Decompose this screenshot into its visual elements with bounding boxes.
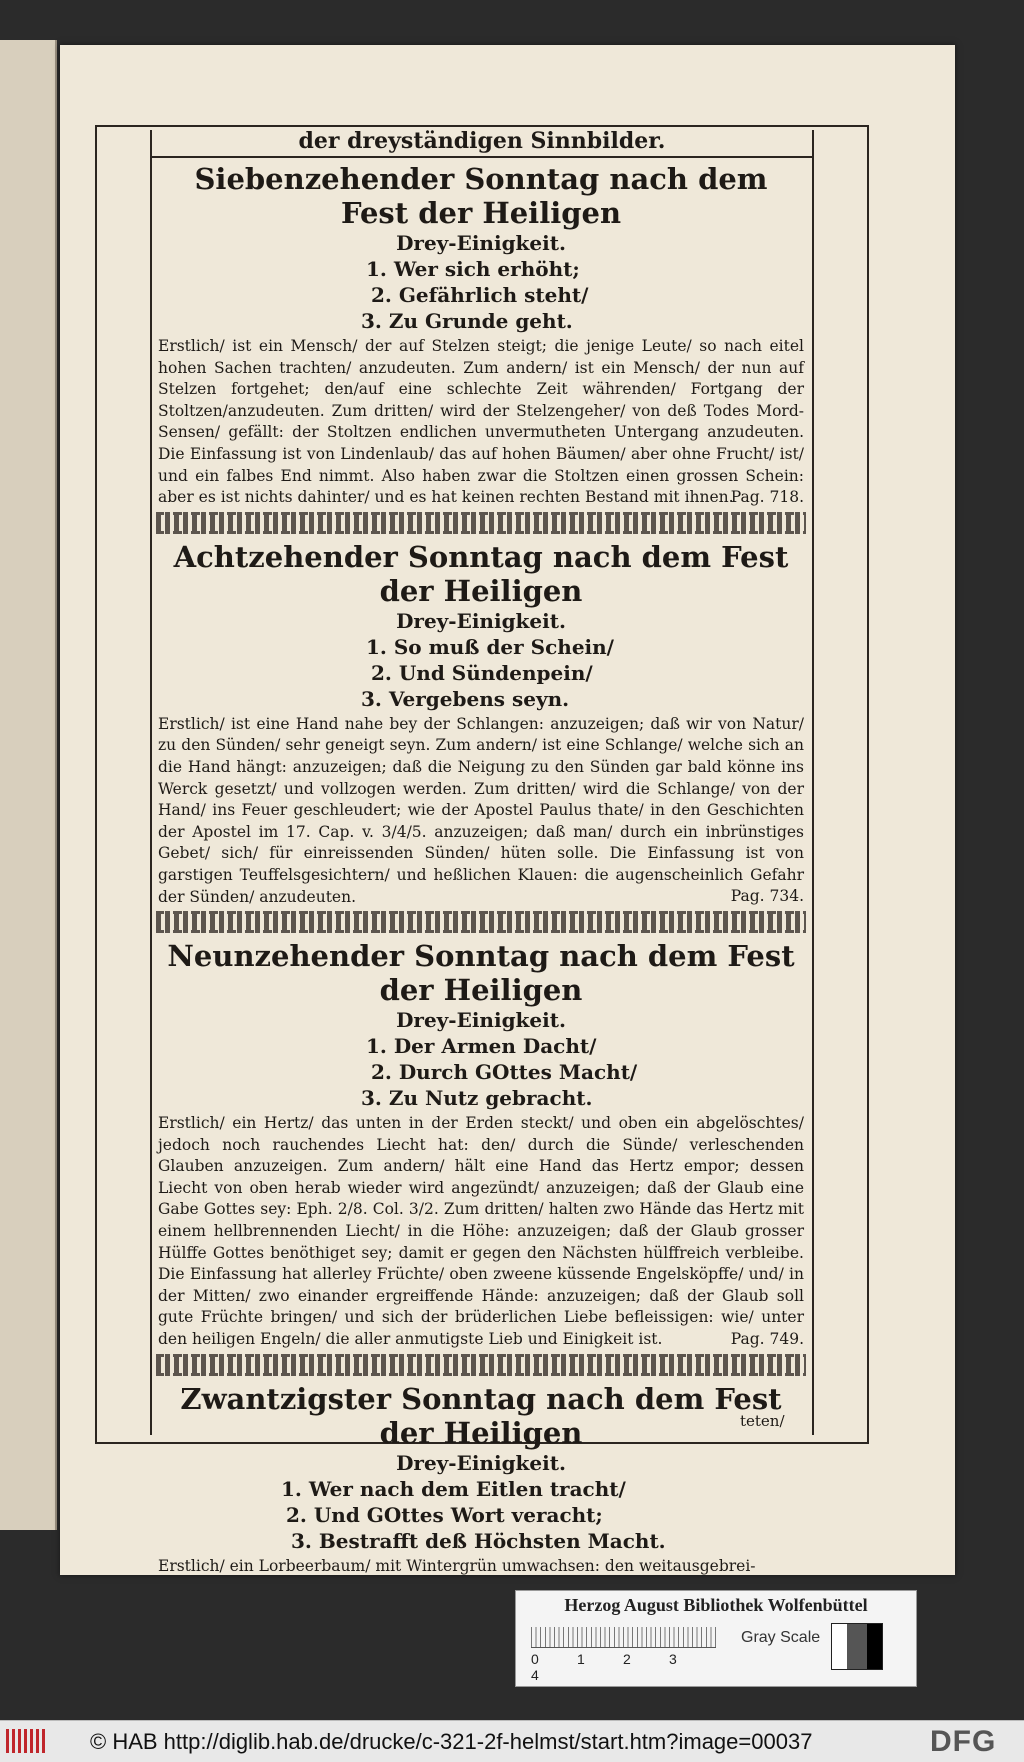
section-19 xyxy=(156,939,806,1348)
footer-url-text[interactable]: © HAB http://diglib.hab.de/drucke/c-321-2f-helmst/start.htm?image=00037 xyxy=(90,1729,813,1754)
section-18 xyxy=(156,540,806,905)
footer-bar xyxy=(0,1720,1024,1762)
verse-line: 1. Wer nach dem Eitlen tracht/ xyxy=(281,1476,626,1501)
section-subtitle: Drey-Einigkeit. xyxy=(396,1008,566,1033)
section-title: Zwantzigster Sonntag nach dem Fest der Heiligen xyxy=(180,1381,782,1450)
section-title: Neunzehender Sonntag nach dem Fest der Heiligen xyxy=(167,939,795,1008)
section-text: Erstlich/ ist eine Hand nahe bey der Schlangen: anzuzeigen; daß wir von Natur/ zu den Sünden/ sehr geneigt seyn. Zum andern/ ist eine Schlange/ welche sich an die Hand hängt: anzuzeigen; daß die Neigung zu den Sünden gar bald könne ins Werck gesetzt/ und vollzogen werden. Zum dritten/ wird die Schlange/ von der Hand/ ins Feuer geschleudert; wie der Apostel Paulus thate/ in den Geschichten der Apostel im 17. Cap. v. 3/4/5. anzuzeigen; daß man/ durch ein inbrünstiges Gebet/ sich/ für einreissenden Sünden/ hüten solle. Die Einfassung ist von garstigen Teuffelsgesichtern/ und heßlichen Klauen: die augenscheinlich Gefahr der Sünden/ anzudeuten. xyxy=(158,714,804,906)
verse-line: 2. Durch GOttes Macht/ xyxy=(371,1060,638,1085)
gray-scale-label: Gray Scale xyxy=(741,1629,821,1646)
verse-line: 2. Gefährlich steht/ xyxy=(371,283,589,307)
section-text: Erstlich/ ist ein Mensch/ der auf Stelzen steigt; die jenige Leute/ so nach eitel hohen Sachen trachten/ anzudeuten. Zum andern/ ist ein Mensch/ der nun auf Stelzen fortgehet; den/auf eine schlechte Zeit währenden/ Fortgang der Stoltzen/anzudeuten. Zum dritten/ wird der Stelzengeher/ von deß Todes Mord-Sensen/ gefällt: der Stoltzen endlichen unvermutheten Untergang anzudeuten. Die Einfassung ist von Lindenlaub/ das auf hohen Bäumen/ aber ohne Frucht/ ist/ und ein falbes End nimmt. Also haben zwar die Stoltzen einen grossen Schein: aber es ist nichts dahinter/ und es hat keinen rechten Bestand mit ihnen. xyxy=(158,337,804,507)
scale-ruler xyxy=(531,1627,716,1648)
section-text: Erstlich/ ein Hertz/ das unten in der Erden steckt/ und oben ein abgelöschtes/ jedoch noch rauchendes Liecht hat: den/ durch die Sünde/ verleschenden Glauben anzuzeigen. Zum andern/ hält eine Hand das Hertz empor; dessen Liecht von oben herab wieder wird angezündt/ anzuzeigen; daß der Glaub eine Gabe Gottes sey: Eph. 2/8. Col. 3/2. Zum dritten/ halten zwo Hände das Hertz mit einem hellbrennenden Liecht/ in die Höhe: anzuzeigen; daß der Glaub grosser Hülffe Gottes benöthiget sey; damit er gegen den Nächsten hülffreich verbleibe. Die Einfassung hat allerley Früchte/ oben zweene küssende Engelsköpffe/ und/ in der Mitten/ zwo einander ergreiffende Hände: anzuzeigen; daß der Glaub soll gute Früchte bringen/ und sich der brüderlichen Liebe befleissigen: wie/ unter den heiligen Engeln/ die aller anmutigste Lieb und Einigkeit ist. xyxy=(158,1114,804,1349)
section-subtitle: Drey-Einigkeit. xyxy=(396,608,566,633)
library-name: Herzog August Bibliothek Wolfenbüttel xyxy=(564,1595,868,1615)
verse-line: 3. Bestrafft deß Höchsten Macht. xyxy=(291,1528,666,1553)
page-content xyxy=(156,160,806,1577)
section-17 xyxy=(156,162,806,506)
catchword: teten/ xyxy=(740,1412,785,1430)
page-reference: Pag. 734. xyxy=(730,887,804,906)
running-head: der dreyständigen Sinnbilder. xyxy=(150,126,814,158)
page-reference: Pag. 749. xyxy=(730,1329,804,1348)
ornament-divider xyxy=(156,512,806,534)
section-subtitle: Drey-Einigkeit. xyxy=(396,1450,566,1475)
dfg-logo: DFG xyxy=(930,1725,997,1758)
previous-page-edge xyxy=(0,40,57,1530)
scale-labels xyxy=(531,1651,731,1683)
verse-line: 3. Zu Nutz gebracht. xyxy=(361,1086,593,1111)
section-title: Siebenzehender Sonntag nach dem Fest der Heiligen xyxy=(194,162,768,230)
hab-logo-icon xyxy=(6,1729,46,1753)
verse-line: 3. Zu Grunde geht. xyxy=(361,309,573,333)
verse-line: 3. Vergebens seyn. xyxy=(361,686,570,711)
scale-label: 1 xyxy=(577,1651,585,1667)
scale-label: 4 xyxy=(531,1667,539,1683)
gray-scale-swatch xyxy=(831,1623,883,1670)
verse-line: 1. Der Armen Dacht/ xyxy=(366,1034,597,1059)
verse-line: 2. Und Sündenpein/ xyxy=(371,660,593,685)
page-reference: Pag. 718. xyxy=(730,487,804,506)
library-colorcard xyxy=(515,1590,917,1687)
verse-line: 1. So muß der Schein/ xyxy=(366,634,614,659)
ornament-divider xyxy=(156,1354,806,1376)
section-title: Achtzehender Sonntag nach dem Fest der Heiligen xyxy=(173,539,789,608)
section-20 xyxy=(156,1382,806,1578)
verse-line: 2. Und GOttes Wort veracht; xyxy=(286,1502,603,1527)
section-text: Erstlich/ ein Lorbeerbaum/ mit Wintergrün umwachsen: den weitausgebrei- xyxy=(158,1556,756,1575)
ornament-divider xyxy=(156,911,806,933)
scale-label: 3 xyxy=(669,1651,677,1667)
scale-label: 2 xyxy=(623,1651,631,1667)
verse-line: 1. Wer sich erhöht; xyxy=(366,257,580,281)
scale-label: 0 xyxy=(531,1651,539,1667)
section-subtitle: Drey-Einigkeit. xyxy=(396,231,566,255)
